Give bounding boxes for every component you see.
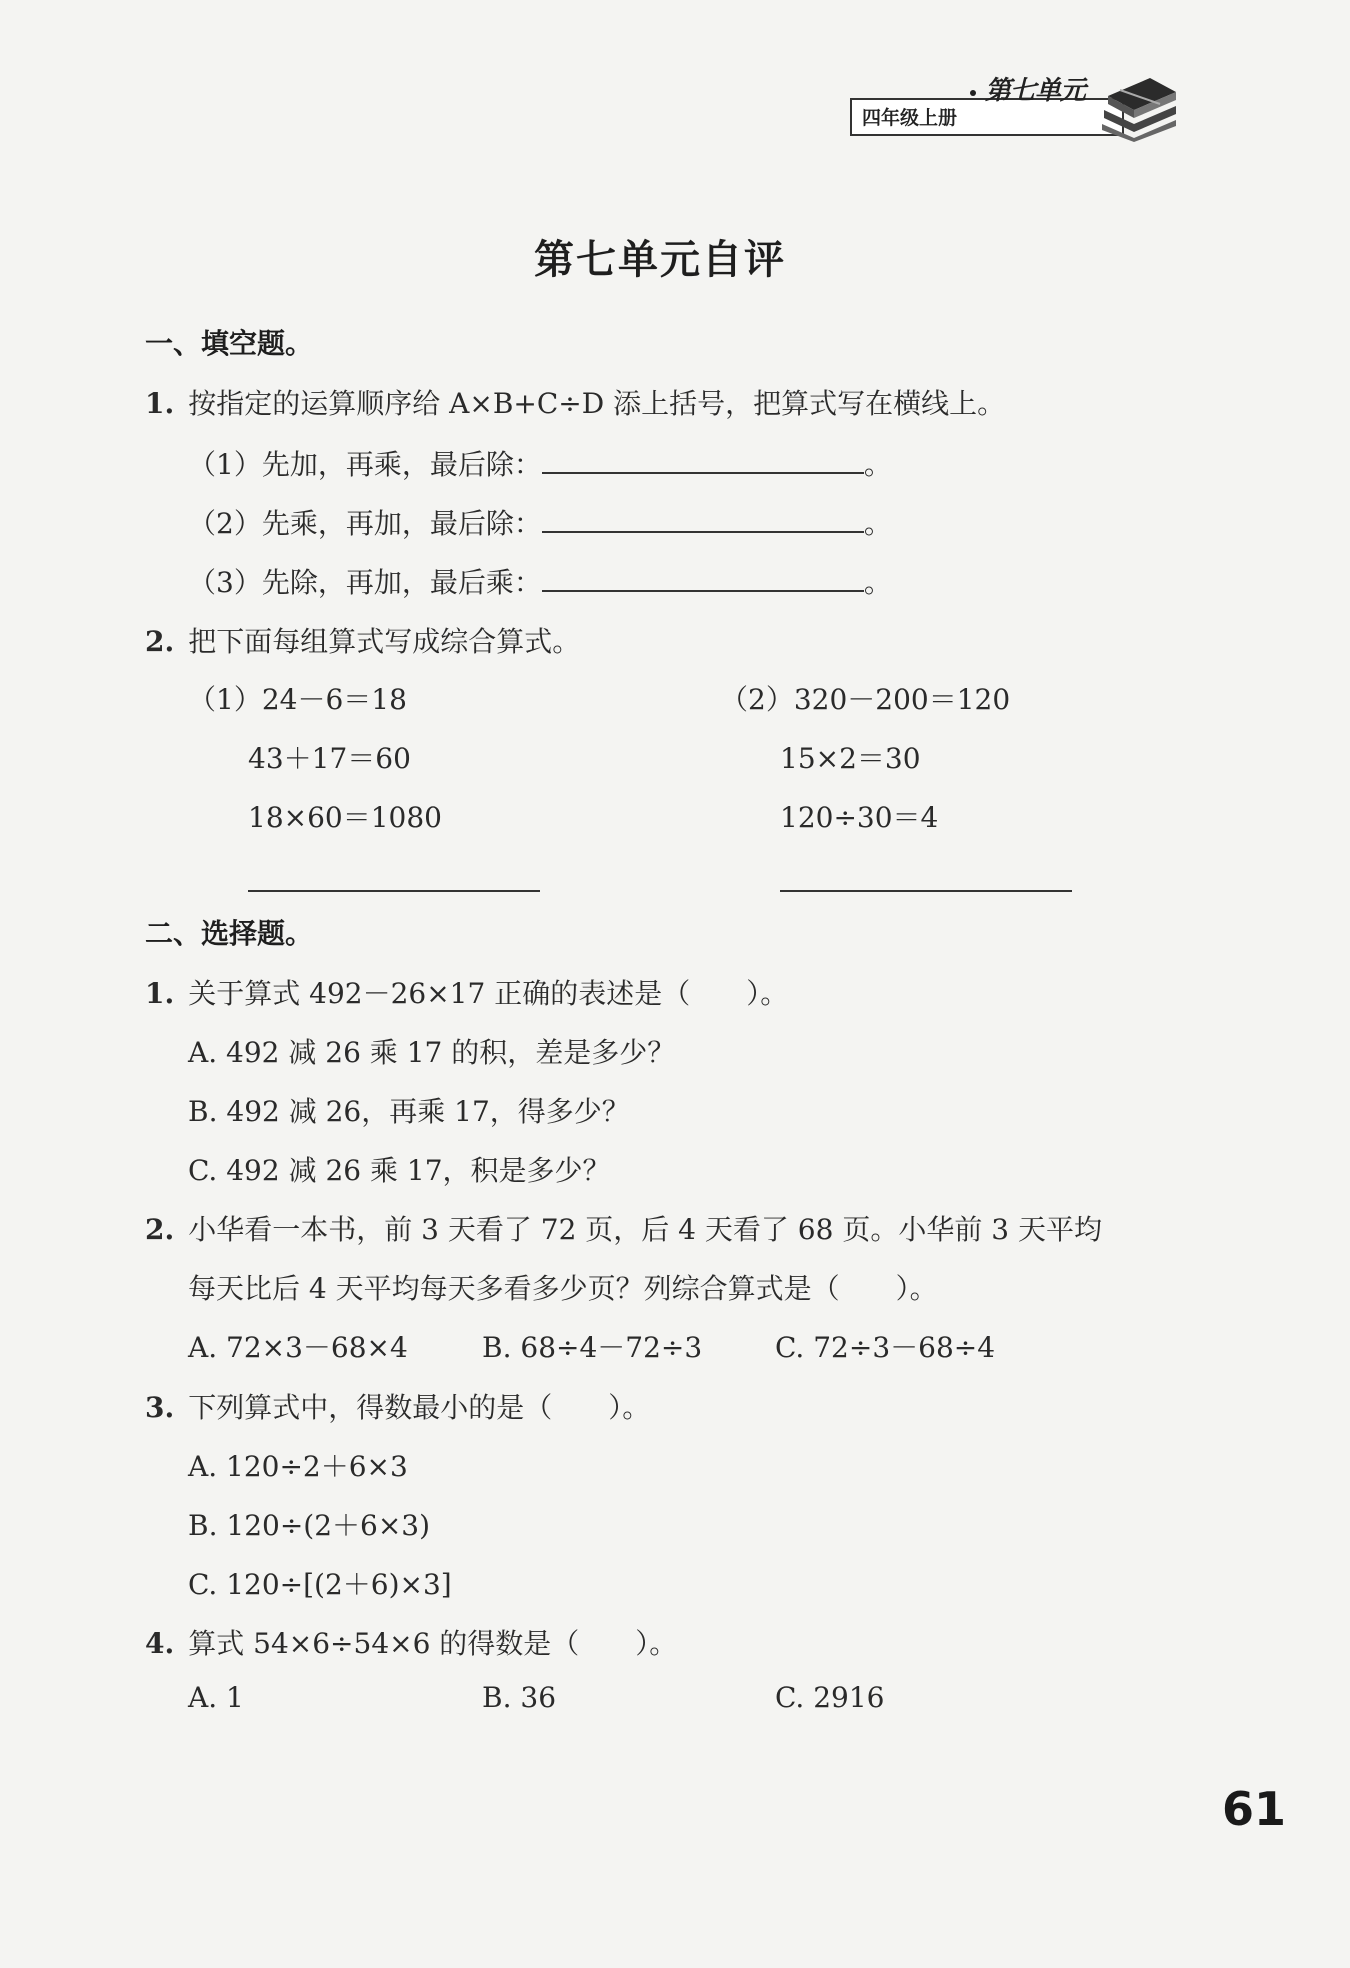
part3-end: 。 [863,566,892,599]
s1-q1-part2 [188,501,892,542]
s2-q1-option-c[interactable]: C. 492 减 26 乘 17，积是多少？ [188,1154,611,1187]
book-stack-icon [1090,70,1180,142]
group1-answer-line[interactable] [248,890,540,892]
group1-line1: （1）24－6＝18 [188,683,407,716]
page-number: 61 [1222,1782,1287,1836]
answer-blank-3[interactable] [542,560,864,592]
s1-q2-text: 把下面每组算式写成综合算式。 [188,625,581,658]
s2-q4-option-b[interactable]: B. 36 [482,1681,557,1714]
s2-q1-option-a[interactable]: A. 492 减 26 乘 17 的积，差是多少？ [188,1036,676,1069]
grade-label: 四年级上册 [862,107,958,129]
s2-q2-number: 2. [145,1213,175,1246]
part2-end: 。 [863,507,892,540]
group2-answer-line[interactable] [780,890,1072,892]
s2-q1 [145,972,788,1012]
answer-blank-1[interactable] [542,442,864,474]
answer-blank-2[interactable] [542,501,864,533]
section2-heading: 二、选择题。 [145,917,314,950]
unit-label: 第七单元 [985,76,1086,106]
s2-q3-option-a[interactable]: A. 120÷2＋6×3 [188,1450,408,1483]
s2-q4 [145,1622,677,1662]
group1-line2: 43＋17＝60 [248,742,411,775]
s2-q4-number: 4. [145,1627,175,1660]
header-dot [970,90,976,96]
s1-q1 [145,382,1005,422]
s1-q1-number: 1. [145,387,175,420]
group2-line2: 15×2＝30 [780,742,921,775]
part1-label: （1）先加，再乘，最后除： [188,448,542,481]
part2-label: （2）先乘，再加，最后除： [188,507,542,540]
s1-q1-part1 [188,442,892,483]
part3-label: （3）先除，再加，最后乘： [188,566,542,599]
part1-end: 。 [863,448,892,481]
s2-q1-number: 1. [145,977,175,1010]
s2-q2-text1: 小华看一本书，前 3 天看了 72 页，后 4 天看了 68 页。小华前 3 天平均 [188,1213,1102,1246]
page-title: 第七单元自评 [534,236,786,283]
group1-line3: 18×60＝1080 [248,801,442,834]
s2-q1-text: 关于算式 492－26×17 正确的表述是（ ）。 [188,977,789,1010]
s2-q3-option-c[interactable]: C. 120÷[(2＋6)×3] [188,1568,452,1601]
s1-q2-number: 2. [145,625,175,658]
s2-q1-option-b[interactable]: B. 492 减 26，再乘 17，得多少？ [188,1095,630,1128]
s2-q4-text: 算式 54×6÷54×6 的得数是（ ）。 [188,1627,678,1660]
s2-q4-option-c[interactable]: C. 2916 [775,1681,885,1714]
s2-q4-option-a[interactable]: A. 1 [188,1681,244,1714]
s2-q2-option-c[interactable]: C. 72÷3－68÷4 [775,1331,996,1364]
s1-q1-part3 [188,560,892,601]
s2-q3 [145,1386,650,1426]
s2-q2-option-b[interactable]: B. 68÷4－72÷3 [482,1331,703,1364]
group2-line1: （2）320－200＝120 [720,683,1011,716]
section1-heading: 一、填空题。 [145,327,314,360]
s2-q3-text: 下列算式中，得数最小的是（ ）。 [188,1391,651,1424]
s2-q2 [145,1208,1102,1248]
s2-q3-option-b[interactable]: B. 120÷(2＋6×3) [188,1509,431,1542]
s2-q2-option-a[interactable]: A. 72×3－68×4 [188,1331,408,1364]
s2-q3-number: 3. [145,1391,175,1424]
group2-line3: 120÷30＝4 [780,801,939,834]
s2-q2-text2: 每天比后 4 天平均每天多看多少页？列综合算式是（ ）。 [188,1272,938,1305]
s1-q1-text: 按指定的运算顺序给 A×B+C÷D 添上括号，把算式写在横线上。 [188,387,1006,420]
unit-header [850,70,1180,150]
s1-q2 [145,620,580,660]
